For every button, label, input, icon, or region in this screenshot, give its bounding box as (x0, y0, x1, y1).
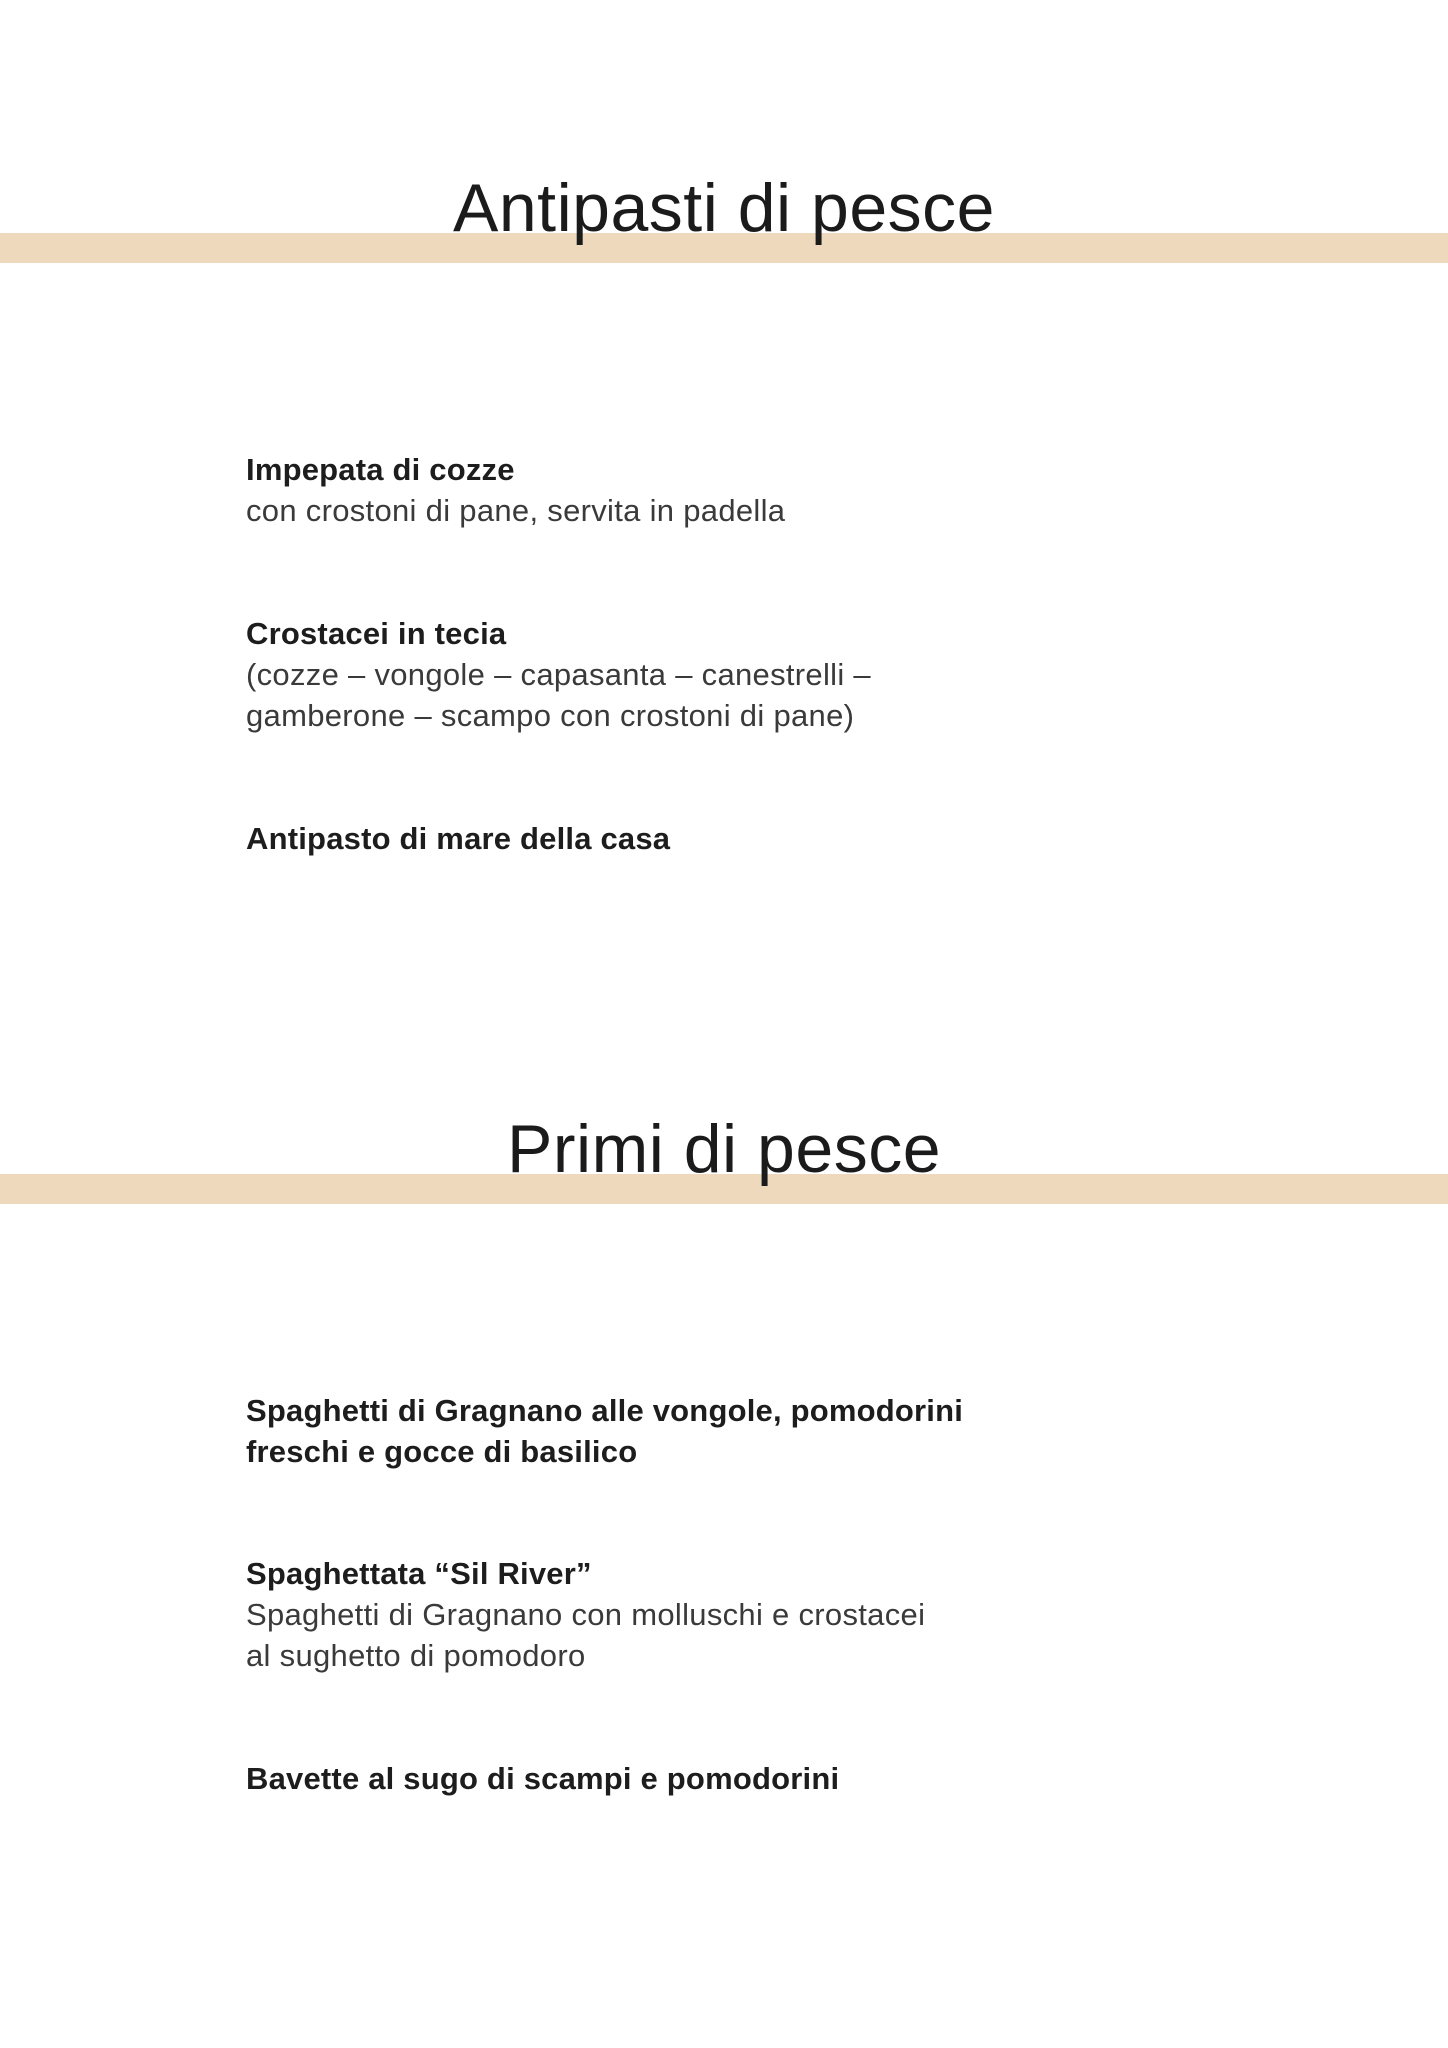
menu-item-name: Spaghetti di Gragnano alle vongole, pomodorini freschi e gocce di basilico (246, 1393, 964, 1469)
section-title-primi: Primi di pesce (506, 1111, 942, 1187)
menu-item-bavette (246, 1758, 1146, 1799)
menu-item-name: Antipasto di mare della casa (246, 821, 671, 856)
menu-item-description: Spaghetti di Gragnano con molluschi e crostacei al sughetto di pomodoro (246, 1597, 926, 1673)
menu-item-description: (cozze – vongole – capasanta – canestrelli – gamberone – scampo con crostoni di pane) (246, 657, 871, 733)
menu-item-name: Bavette al sugo di scampi e pomodorini (246, 1761, 840, 1796)
menu-item-name: Impepata di cozze (246, 452, 515, 487)
menu-item-name: Crostacei in tecia (246, 616, 507, 651)
menu-item-crostacei (246, 613, 1146, 736)
menu-item-spaghetti-vongole (246, 1390, 1146, 1472)
section-title-antipasti: Antipasti di pesce (453, 170, 995, 246)
menu-item-name: Spaghettata “Sil River” (246, 1556, 592, 1591)
menu-item-spaghettata (246, 1553, 1146, 1676)
menu-item-impepata (246, 449, 1146, 531)
menu-item-antipasto-mare (246, 818, 1146, 859)
menu-item-description: con crostoni di pane, servita in padella (246, 493, 786, 528)
